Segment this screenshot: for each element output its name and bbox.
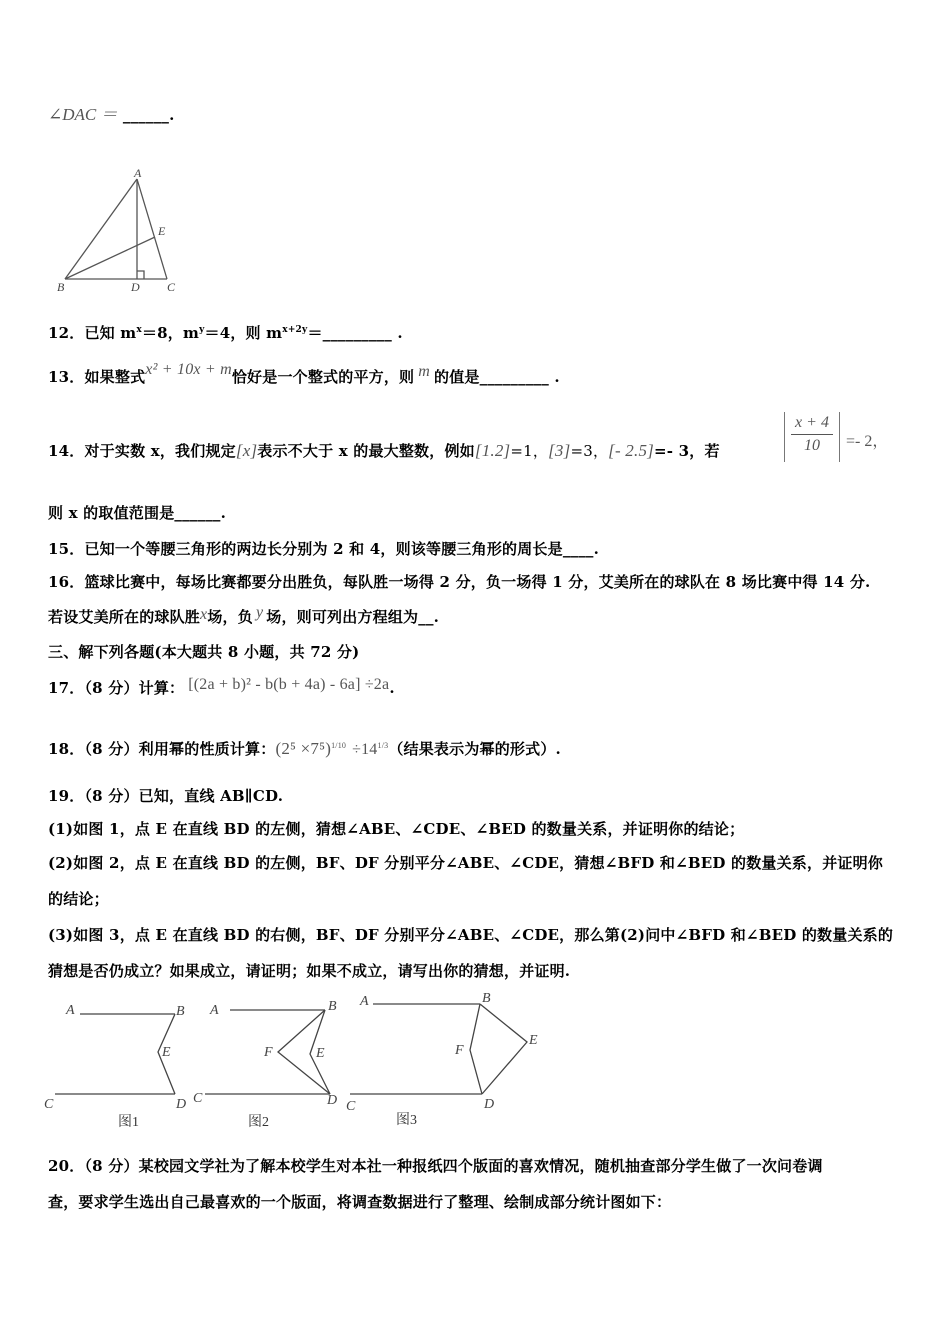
- q14-example1: 1.2: [481, 441, 504, 460]
- right-angle-mark: [137, 271, 144, 279]
- q12-text3: ＝4，则 m: [204, 324, 283, 342]
- q16-line1: 篮球比赛中，每场比赛都要分出胜负，每队胜一场得 2 分，负一场得 1 分，艾美所在的球队在 8 场比赛中得 14 分.: [84, 573, 871, 591]
- q12-sup-x: x: [136, 325, 142, 335]
- fig3-path-bfd: [470, 1004, 482, 1094]
- fig1-label-c: C: [44, 1097, 54, 1112]
- q14-line2: 则 x 的取值范围是______.: [48, 504, 227, 522]
- q12-number: 12．: [48, 324, 85, 342]
- q12-text: 已知 m: [84, 324, 137, 342]
- fig1-caption: 图1: [118, 1115, 139, 1130]
- q14-rhs: [846, 428, 888, 451]
- fig1-label-d: D: [176, 1097, 187, 1112]
- section-3-title: 三、解下列各题(本大题共 8 小题，共 72 分): [48, 643, 360, 661]
- fig3-label-a: A: [360, 994, 369, 1009]
- q19-part2-line1: (2)如图 2，点 E 在直线 BD 的左侧，BF、DF 分别平分∠ABE、∠CDE，猜想∠BFD 和∠BED 的数量关系，并证明你: [48, 854, 884, 872]
- fig3-label-c: C: [346, 1099, 356, 1114]
- question-14: 14．对于实数 x，我们规定[x]表示不大于 x 的最大整数，例如[1.2]=1，[3]=3，[- 2.5]=- 3，若: [48, 441, 720, 460]
- label-c: C: [167, 280, 176, 294]
- question-20: [48, 1155, 823, 1176]
- q16-line2-a: 若设艾美所在的球队胜: [48, 608, 201, 626]
- q20-line1: （8 分）某校园文学社为了解本校学生对本社一种报纸四个版面的喜欢情况，随机抽查部分学生做了一次问卷调: [84, 1157, 823, 1175]
- label-d: D: [131, 280, 140, 294]
- q17-number: 17．: [48, 679, 85, 697]
- question-19: [48, 785, 283, 806]
- q16-line2: [48, 606, 439, 627]
- q20-number: 20．: [48, 1157, 85, 1175]
- fig2-label-d: D: [327, 1093, 338, 1108]
- fig3-label-f: F: [455, 1043, 464, 1058]
- q14-frac-numerator: x + 4: [791, 414, 833, 435]
- fig1-label-e: E: [162, 1045, 171, 1060]
- q13-pre: 如果整式: [84, 368, 146, 386]
- q15-number: 15．: [48, 540, 85, 558]
- fig1-label-a: A: [66, 1003, 75, 1018]
- q19-part3-line2: 猜想是否仍成立？如果成立，请证明；如果不成立，请写出你的猜想，并证明.: [48, 962, 571, 980]
- q13-number: 13．: [48, 368, 85, 386]
- q19-number: 19．: [48, 787, 85, 805]
- q13-m: m: [418, 363, 431, 380]
- fig3-path-bed: [480, 1004, 527, 1094]
- q19-part1: (1)如图 1，点 E 在直线 BD 的左侧，猜想∠ABE、∠CDE、∠BED 的数量关系，并证明你的结论；: [48, 820, 745, 838]
- label-b: B: [57, 280, 65, 294]
- q17-points: （8 分）计算：: [84, 679, 185, 697]
- q17-end: .: [389, 679, 395, 697]
- q15-text: 已知一个等腰三角形的两边长分别为 2 和 4，则该等腰三角形的周长是____.: [84, 540, 600, 558]
- q17-expression: [(2a + b)² - b(b + 4a) - 6a] ÷2a: [188, 676, 390, 693]
- q12-sup-xy: x+2y: [282, 325, 308, 335]
- q14-example1-eq: =1，: [510, 442, 549, 460]
- q13-post: 的值是_________ .: [434, 368, 560, 386]
- q18-exponent1: 1/10: [331, 741, 347, 750]
- q16-number: 16．: [48, 573, 85, 591]
- q20-line2: 查，要求学生选出自己最喜欢的一个版面，将调查数据进行了整理、绘制成部分统计图如下：: [48, 1193, 672, 1211]
- q14-example2: 3: [554, 441, 564, 460]
- angle-dac-label: ∠DAC ＝: [48, 105, 118, 124]
- fig2-caption: 图2: [248, 1115, 269, 1130]
- q13-expression: x² + 10x + m: [145, 361, 232, 378]
- q19-part2-line2: 的结论；: [48, 890, 109, 908]
- q14-example3: - 2.5: [615, 441, 648, 460]
- q12-sup-y: y: [199, 325, 205, 335]
- label-e: E: [158, 224, 166, 238]
- segment-ab: [65, 179, 137, 279]
- fig3-caption: 图3: [396, 1113, 417, 1128]
- q19-part3-line1: (3)如图 3，点 E 在直线 BD 的右侧，BF、DF 分别平分∠ABE、∠CDE，那么第(2)问中∠BFD 和∠BED 的数量关系的: [48, 926, 894, 944]
- q18-divide: ÷14: [352, 741, 378, 758]
- question-17: [48, 677, 395, 698]
- q11-blank: ______.: [122, 106, 175, 124]
- q14-text-a: 对于实数 x，我们规定: [84, 442, 236, 460]
- q14-example3-eq: =- 3，若: [654, 442, 720, 460]
- q14-number: 14．: [48, 442, 85, 460]
- q14-frac-denominator: 10: [804, 437, 820, 454]
- fig2-label-c: C: [193, 1091, 203, 1106]
- q18-base: (2⁵ ×7⁵): [275, 739, 332, 758]
- question-12: [48, 322, 403, 343]
- segment-be: [65, 237, 155, 279]
- q19-figures: [40, 990, 538, 1130]
- q19-intro: （8 分）已知，直线 AB∥CD.: [84, 787, 284, 805]
- fig2-label-b: B: [328, 999, 337, 1014]
- q16-line2-b: 场，负: [207, 608, 253, 626]
- q18-number: 18．: [48, 740, 85, 758]
- triangle-figure-q11: [55, 165, 190, 295]
- q16-y: y: [255, 604, 264, 621]
- fig3-label-d: D: [484, 1097, 495, 1112]
- q14-floor-x: x: [242, 441, 251, 460]
- q14-rhs-value: =- 2，: [846, 433, 889, 450]
- q14-floor-fraction: [784, 412, 840, 462]
- fig2-label-e: E: [316, 1046, 325, 1061]
- fig3-label-e: E: [529, 1033, 538, 1048]
- q13-mid: 恰好是一个整式的平方，则: [231, 368, 415, 386]
- q11-angle-label: [48, 100, 175, 125]
- q14-text-b: 表示不大于 x 的最大整数，例如: [257, 442, 475, 460]
- fig2-label-a: A: [210, 1003, 219, 1018]
- label-a: A: [134, 166, 142, 180]
- q18-points: （8 分）利用幂的性质计算：: [84, 740, 276, 758]
- q18-exponent2: 1/3: [377, 741, 389, 750]
- q12-text2: ＝8，m: [141, 324, 200, 342]
- question-16: [48, 571, 870, 592]
- fig3-label-b: B: [482, 991, 491, 1006]
- q18-post: （结果表示为幂的形式）.: [388, 740, 561, 758]
- question-13: [48, 361, 560, 387]
- q14-example2-eq: =3，: [570, 442, 609, 460]
- q16-line2-c: 场，则可列出方程组为__.: [266, 608, 440, 626]
- q16-x: x: [200, 606, 208, 623]
- question-15: [48, 538, 599, 559]
- q12-text4: ＝_________ .: [307, 324, 403, 342]
- question-18: [48, 738, 561, 759]
- fig2-label-f: F: [264, 1045, 273, 1060]
- fig1-label-b: B: [176, 1004, 185, 1019]
